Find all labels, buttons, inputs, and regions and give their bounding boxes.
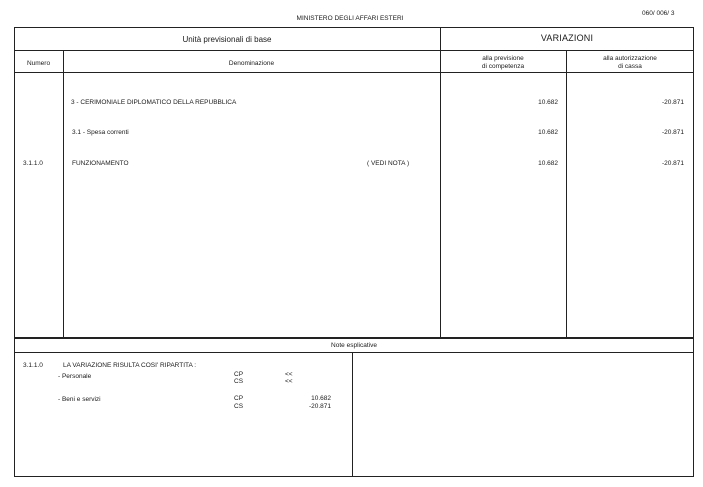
- row-2-competenza: 10.682: [538, 129, 558, 136]
- notes-title-divider: [14, 352, 694, 353]
- notes-left-border: [14, 338, 15, 476]
- col-divider-numero: [63, 50, 64, 338]
- row-1-cassa: -20.871: [661, 99, 684, 106]
- notes-item-1-cp-label: CP: [234, 371, 244, 378]
- row-3-denominazione: FUNZIONAMENTO: [72, 160, 129, 167]
- variazioni-title: VARIAZIONI: [540, 33, 594, 43]
- notes-middle-divider: [352, 352, 353, 476]
- notes-title: Note esplicative: [331, 342, 377, 349]
- notes-top-line: [14, 338, 694, 339]
- notes-item-1-cp-value: <<: [285, 371, 293, 378]
- row-2-denominazione: 3.1 - Spesa correnti: [72, 129, 129, 136]
- col-header-cassa-line2: di cassa: [618, 63, 642, 70]
- col-header-competenza-line1: alla previsione: [482, 55, 524, 62]
- notes-numero: 3.1.1.0: [23, 362, 43, 369]
- notes-item-2-cp-value: 10.682: [311, 395, 331, 402]
- row-3-cassa: -20.871: [661, 160, 684, 167]
- notes-item-1-cs-value: <<: [285, 378, 293, 385]
- header-divider: [14, 50, 694, 51]
- col-header-denominazione: Denominazione: [228, 60, 275, 67]
- notes-heading: LA VARIAZIONE RISULTA COSI' RIPARTITA :: [63, 362, 197, 369]
- notes-item-1-label: - Personale: [58, 373, 92, 380]
- col-divider-upb-variazioni: [440, 27, 441, 338]
- row-2-cassa: -20.871: [661, 129, 684, 136]
- notes-item-2-label: - Beni e servizi: [58, 396, 101, 403]
- notes-item-2-cs-value: -20.871: [308, 403, 331, 410]
- col-header-numero: Numero: [26, 60, 51, 67]
- col-header-competenza-line2: di competenza: [481, 63, 525, 70]
- notes-bottom-line: [14, 476, 694, 477]
- notes-right-border: [693, 338, 694, 476]
- upb-title: Unità previsionali di base: [182, 35, 272, 44]
- ministry-title: MINISTERO DEGLI AFFARI ESTERI: [296, 15, 404, 22]
- row-1-competenza: 10.682: [538, 99, 558, 106]
- main-table: [14, 27, 694, 338]
- row-1-denominazione: 3 - CERIMONIALE DIPLOMATICO DELLA REPUBBLICA: [71, 99, 237, 106]
- column-header-divider: [14, 72, 694, 73]
- page-reference: 060/ 006/ 3: [642, 10, 675, 17]
- notes-item-2-cp-label: CP: [234, 395, 244, 402]
- row-3-nota: ( VEDI NOTA ): [367, 160, 410, 167]
- col-header-cassa-line1: alla autorizzazione: [603, 55, 657, 62]
- row-3-competenza: 10.682: [538, 160, 558, 167]
- notes-item-2-cs-label: CS: [234, 403, 244, 410]
- row-3-numero: 3.1.1.0: [23, 160, 43, 167]
- notes-item-1-cs-label: CS: [234, 378, 244, 385]
- col-divider-competenza-cassa: [566, 50, 567, 338]
